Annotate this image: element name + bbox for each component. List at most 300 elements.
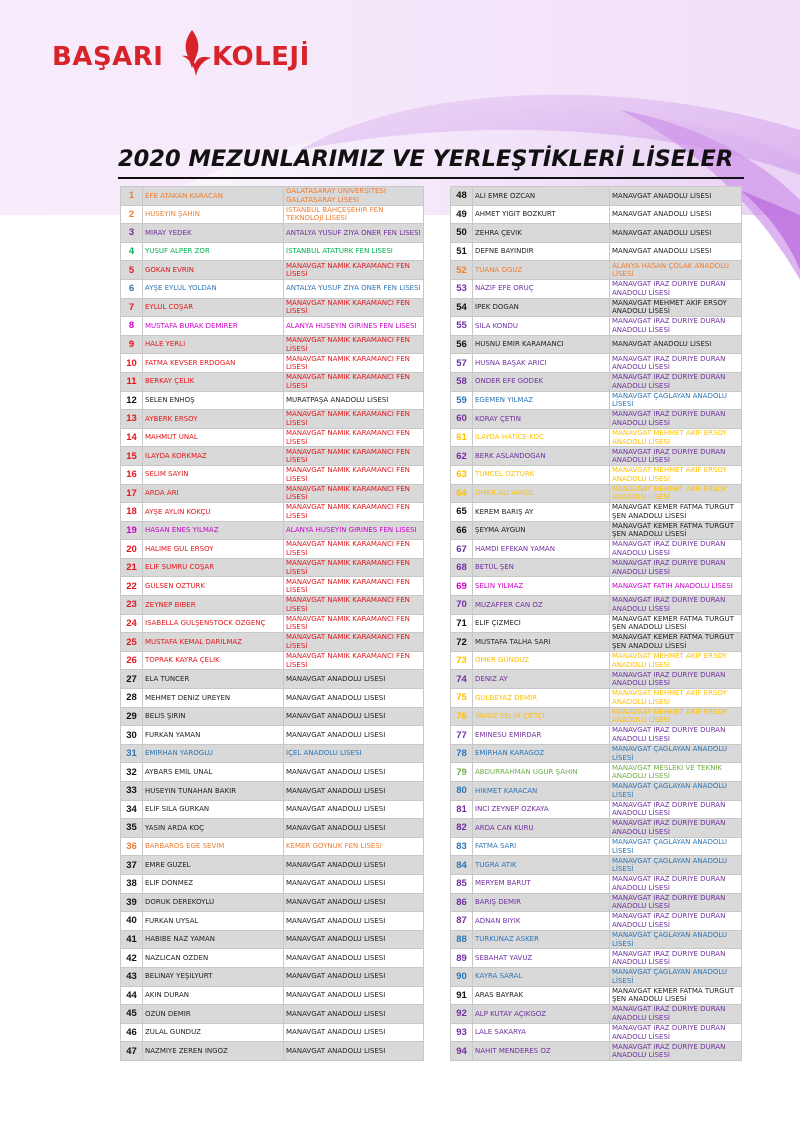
student-name: ZEHRA ÇEVİK — [473, 224, 610, 243]
student-name: EGEMEN YILMAZ — [473, 391, 610, 410]
student-name: HİKMET KARACAN — [473, 782, 610, 801]
row-number: 72 — [451, 633, 473, 652]
table-row — [121, 540, 424, 559]
student-name: EMRE GÜZEL — [143, 856, 284, 875]
student-name: ZÜLAL GÜNDÜZ — [143, 1023, 284, 1042]
school-name: MANAVGAT MEHMET AKİF ERSOY ANADOLU LİSESİ — [610, 484, 742, 503]
student-name: ABDURRAHMAN UĞUR ŞAHİN — [473, 763, 610, 782]
table-row — [451, 1023, 742, 1042]
school-name: MANAVGAT ANADOLU LİSESİ — [284, 819, 424, 838]
table-row — [121, 596, 424, 615]
table-row — [121, 930, 424, 949]
table-row — [451, 782, 742, 801]
title-underline — [118, 177, 744, 179]
table-row — [121, 187, 424, 206]
row-number: 56 — [451, 335, 473, 354]
school-name: MANAVGAT NAMIK KARAMANCI FEN LİSESİ — [284, 410, 424, 429]
school-name: MANAVGAT ANADOLU LİSESİ — [284, 726, 424, 745]
table-row — [121, 633, 424, 652]
school-name: MANAVGAT IRAZ DÜRİYE DURAN ANADOLU LİSESİ — [610, 893, 742, 912]
school-name: MANAVGAT IRAZ DÜRİYE DURAN ANADOLU LİSESİ — [610, 447, 742, 466]
student-name: İPEK DOĞAN — [473, 298, 610, 317]
student-name: EMİRHAN YAROĞLU — [143, 744, 284, 763]
school-name: MANAVGAT IRAZ DÜRİYE DURAN ANADOLU LİSESİ — [610, 1005, 742, 1024]
student-name: LALE SAKARYA — [473, 1023, 610, 1042]
row-number: 39 — [121, 893, 143, 912]
row-number: 22 — [121, 577, 143, 596]
student-name: HAMDİ EFEKAN YAMAN — [473, 540, 610, 559]
row-number: 27 — [121, 670, 143, 689]
school-name: ANTALYA YUSUF ZİYA ÖNER FEN LİSESİ — [284, 279, 424, 298]
school-name: MANAVGAT ÇAĞLAYAN ANADOLU LİSESİ — [610, 782, 742, 801]
row-number: 18 — [121, 503, 143, 522]
school-name: MANAVGAT IRAZ DÜRİYE DURAN ANADOLU LİSESİ — [610, 317, 742, 336]
row-number: 53 — [451, 279, 473, 298]
row-number: 31 — [121, 744, 143, 763]
student-name: DORUK DEREKÖYLÜ — [143, 893, 284, 912]
table-row — [121, 521, 424, 540]
school-name: MANAVGAT ANADOLU LİSESİ — [284, 763, 424, 782]
table-row — [121, 335, 424, 354]
student-name: HÜSNÜ EMİR KARAMANCI — [473, 335, 610, 354]
school-name: MANAVGAT IRAZ DÜRİYE DURAN ANADOLU LİSESİ — [610, 800, 742, 819]
student-name: FURKAN UYSAL — [143, 912, 284, 931]
school-name: ALANYA HASAN ÇOLAK ANADOLU LİSESİ — [610, 261, 742, 280]
student-name: SELİM SAYIN — [143, 465, 284, 484]
row-number: 74 — [451, 670, 473, 689]
school-name: MANAVGAT ANADOLU LİSESİ — [284, 912, 424, 931]
row-number: 26 — [121, 651, 143, 670]
table-row — [451, 391, 742, 410]
student-name: TUNCEL ÖZTÜRK — [473, 465, 610, 484]
table-row — [451, 651, 742, 670]
row-number: 68 — [451, 558, 473, 577]
logo-text-left: BAŞARI — [52, 42, 164, 72]
school-name: MANAVGAT ANADOLU LİSESİ — [284, 930, 424, 949]
table-row — [121, 465, 424, 484]
table-row — [451, 465, 742, 484]
school-name: MANAVGAT NAMIK KARAMANCI FEN LİSESİ — [284, 651, 424, 670]
table-row — [121, 242, 424, 261]
row-number: 91 — [451, 986, 473, 1005]
row-number: 83 — [451, 837, 473, 856]
school-name: MANAVGAT IRAZ DÜRİYE DURAN ANADOLU LİSESİ — [610, 819, 742, 838]
table-row — [121, 484, 424, 503]
row-number: 92 — [451, 1005, 473, 1024]
student-name: HASAN ENES YILMAZ — [143, 521, 284, 540]
school-name: MANAVGAT NAMIK KARAMANCI FEN LİSESİ — [284, 447, 424, 466]
table-row — [121, 949, 424, 968]
table-row — [451, 558, 742, 577]
graduates-table-right — [450, 186, 742, 1061]
row-number: 94 — [451, 1042, 473, 1061]
row-number: 84 — [451, 856, 473, 875]
student-name: KEREM BARIŞ AY — [473, 503, 610, 522]
school-name: MANAVGAT ANADOLU LİSESİ — [284, 949, 424, 968]
student-name: MUZAFFER CAN ÖZ — [473, 596, 610, 615]
student-name: AYBARS EMİL ÜNAL — [143, 763, 284, 782]
table-row — [451, 837, 742, 856]
row-number: 75 — [451, 689, 473, 708]
school-name: MANAVGAT IRAZ DÜRİYE DURAN ANADOLU LİSESİ — [610, 596, 742, 615]
student-name: GÖKAN EVRİN — [143, 261, 284, 280]
table-row — [121, 410, 424, 429]
row-number: 23 — [121, 596, 143, 615]
table-row — [451, 335, 742, 354]
school-name: MANAVGAT NAMIK KARAMANCI FEN LİSESİ — [284, 354, 424, 373]
logo-emblem-icon — [178, 28, 212, 80]
row-number: 41 — [121, 930, 143, 949]
table-row — [451, 763, 742, 782]
row-number: 90 — [451, 967, 473, 986]
school-name: İSTANBUL ATATÜRK FEN LİSESİ — [284, 242, 424, 261]
table-row — [451, 596, 742, 615]
row-number: 70 — [451, 596, 473, 615]
student-name: DEFNE BAYINDIR — [473, 242, 610, 261]
table-row — [121, 893, 424, 912]
graduates-table-left — [120, 186, 424, 1061]
row-number: 2 — [121, 205, 143, 224]
student-name: HABİBE NAZ YAMAN — [143, 930, 284, 949]
table-row — [121, 837, 424, 856]
school-name: MANAVGAT ANADOLU LİSESİ — [610, 205, 742, 224]
student-name: AYŞE AYLİN KÖKÇÜ — [143, 503, 284, 522]
row-number: 69 — [451, 577, 473, 596]
student-name: AKIN DURAN — [143, 986, 284, 1005]
student-name: BERKAY ÇELİK — [143, 372, 284, 391]
student-name: ZEYNEP BİBER — [143, 596, 284, 615]
row-number: 79 — [451, 763, 473, 782]
table-row — [121, 1042, 424, 1061]
student-name: NAZMİYE ZEREN İNGÖZ — [143, 1042, 284, 1061]
student-name: ŞEYMA AYGÜN — [473, 521, 610, 540]
table-row — [451, 242, 742, 261]
school-name: MANAVGAT NAMIK KARAMANCI FEN LİSESİ — [284, 503, 424, 522]
row-number: 81 — [451, 800, 473, 819]
row-number: 1 — [121, 187, 143, 206]
row-number: 11 — [121, 372, 143, 391]
table-row — [121, 354, 424, 373]
school-name: ALANYA HÜSEYİN GİRİNES FEN LİSESİ — [284, 317, 424, 336]
row-number: 86 — [451, 893, 473, 912]
student-name: ALP KUTAY AÇIKGÖZ — [473, 1005, 610, 1024]
student-name: TÜRKÜNAZ ASKER — [473, 930, 610, 949]
row-number: 28 — [121, 689, 143, 708]
row-number: 25 — [121, 633, 143, 652]
row-number: 76 — [451, 707, 473, 726]
table-row — [121, 577, 424, 596]
table-row — [121, 298, 424, 317]
student-name: YASİN ARDA KOÇ — [143, 819, 284, 838]
student-name: ALİ EMRE ÖZCAN — [473, 187, 610, 206]
table-row — [451, 614, 742, 633]
table-row — [451, 484, 742, 503]
school-name: MANAVGAT IRAZ DÜRİYE DURAN ANADOLU LİSESİ — [610, 1042, 742, 1061]
student-name: EMİRHAN KARAGÖZ — [473, 744, 610, 763]
row-number: 30 — [121, 726, 143, 745]
row-number: 34 — [121, 800, 143, 819]
row-number: 61 — [451, 428, 473, 447]
student-name: MERYEM BARUT — [473, 874, 610, 893]
student-name: AYBERK ERSOY — [143, 410, 284, 429]
student-name: YUSUF ALPER ZOR — [143, 242, 284, 261]
school-name: MANAVGAT IRAZ DÜRİYE DURAN ANADOLU LİSESİ — [610, 874, 742, 893]
table-row — [121, 819, 424, 838]
row-number: 58 — [451, 372, 473, 391]
school-name: MANAVGAT ANADOLU LİSESİ — [284, 1042, 424, 1061]
table-row — [451, 261, 742, 280]
row-number: 82 — [451, 819, 473, 838]
student-name: SELEN ENHOŞ — [143, 391, 284, 410]
school-name: MANAVGAT FATİH ANADOLU LİSESİ — [610, 577, 742, 596]
student-name: HALİME GÜL ERSOY — [143, 540, 284, 559]
school-name: MANAVGAT MEHMET AKİF ERSOY ANADOLU LİSESİ — [610, 707, 742, 726]
school-name: MANAVGAT IRAZ DÜRİYE DURAN ANADOLU LİSESİ — [610, 726, 742, 745]
student-name: HALE YERLİ — [143, 335, 284, 354]
student-name: SELİN YILMAZ — [473, 577, 610, 596]
row-number: 67 — [451, 540, 473, 559]
table-row — [451, 447, 742, 466]
row-number: 93 — [451, 1023, 473, 1042]
school-name: MANAVGAT IRAZ DÜRİYE DURAN ANADOLU LİSESİ — [610, 670, 742, 689]
row-number: 40 — [121, 912, 143, 931]
school-name: MANAVGAT ANADOLU LİSESİ — [284, 874, 424, 893]
school-name: MANAVGAT MEHMET AKİF ERSOY ANADOLU LİSESİ — [610, 465, 742, 484]
row-number: 89 — [451, 949, 473, 968]
school-name: MANAVGAT ÇAĞLAYAN ANADOLU LİSESİ — [610, 930, 742, 949]
school-name: MANAVGAT IRAZ DÜRİYE DURAN ANADOLU LİSESİ — [610, 279, 742, 298]
row-number: 88 — [451, 930, 473, 949]
row-number: 57 — [451, 354, 473, 373]
student-name: AYŞE EYLÜL YOLDAN — [143, 279, 284, 298]
table-row — [121, 874, 424, 893]
student-name: ELİF ÇİZMECİ — [473, 614, 610, 633]
table-row — [451, 670, 742, 689]
table-row — [121, 967, 424, 986]
table-row — [121, 391, 424, 410]
school-name: MANAVGAT ÇAĞLAYAN ANADOLU LİSESİ — [610, 837, 742, 856]
school-name: MANAVGAT IRAZ DÜRİYE DURAN ANADOLU LİSESİ — [610, 410, 742, 429]
row-number: 54 — [451, 298, 473, 317]
table-row — [451, 726, 742, 745]
student-name: HÜSEYİN ŞAHİN — [143, 205, 284, 224]
table-row — [451, 317, 742, 336]
table-row — [451, 1005, 742, 1024]
table-row — [451, 949, 742, 968]
student-name: ÖMER ALİ VAROL — [473, 484, 610, 503]
row-number: 32 — [121, 763, 143, 782]
student-name: FATMA KEVSER ERDOĞAN — [143, 354, 284, 373]
student-name: KORAY ÇETİN — [473, 410, 610, 429]
table-row — [451, 930, 742, 949]
row-number: 9 — [121, 335, 143, 354]
school-name: MANAVGAT ANADOLU LİSESİ — [610, 242, 742, 261]
student-name: NAZİF EFE ORUÇ — [473, 279, 610, 298]
student-name: BERK ASLANDOĞAN — [473, 447, 610, 466]
student-name: MEHMET DENİZ ÜREYEN — [143, 689, 284, 708]
table-row — [121, 224, 424, 243]
school-name: MANAVGAT MEHMET AKİF ERSOY ANADOLU LİSESİ — [610, 298, 742, 317]
school-name: MANAVGAT NAMIK KARAMANCI FEN LİSESİ — [284, 261, 424, 280]
student-name: BARBAROS EGE SEVİM — [143, 837, 284, 856]
row-number: 5 — [121, 261, 143, 280]
row-number: 12 — [121, 391, 143, 410]
table-row — [451, 298, 742, 317]
row-number: 10 — [121, 354, 143, 373]
row-number: 62 — [451, 447, 473, 466]
school-name: MANAVGAT MEHMET AKİF ERSOY ANADOLU LİSESİ — [610, 428, 742, 447]
school-name: MANAVGAT MEHMET AKİF ERSOY ANADOLU LİSESİ — [610, 651, 742, 670]
row-number: 36 — [121, 837, 143, 856]
table-row — [121, 1005, 424, 1024]
school-name: MANAVGAT KEMER FATMA TURGUT ŞEN ANADOLU LİSESİ — [610, 614, 742, 633]
school-name: MANAVGAT NAMIK KARAMANCI FEN LİSESİ — [284, 484, 424, 503]
student-name: ELİF DÖNMEZ — [143, 874, 284, 893]
table-row — [121, 986, 424, 1005]
table-row — [121, 503, 424, 522]
student-name: EYLÜL COŞAR — [143, 298, 284, 317]
table-row — [121, 763, 424, 782]
table-row — [121, 372, 424, 391]
row-number: 17 — [121, 484, 143, 503]
school-name: MANAVGAT ÇAĞLAYAN ANADOLU LİSESİ — [610, 967, 742, 986]
school-name: MANAVGAT ANADOLU LİSESİ — [610, 224, 742, 243]
student-name: FURKAN YAMAN — [143, 726, 284, 745]
table-row — [451, 372, 742, 391]
table-row — [121, 1023, 424, 1042]
row-number: 8 — [121, 317, 143, 336]
school-name: MANAVGAT ANADOLU LİSESİ — [284, 1005, 424, 1024]
school-name: MANAVGAT ANADOLU LİSESİ — [284, 986, 424, 1005]
row-number: 52 — [451, 261, 473, 280]
table-row — [451, 187, 742, 206]
student-name: ADNAN BIYIK — [473, 912, 610, 931]
student-name: AHMET YİĞİT BOZKURT — [473, 205, 610, 224]
table-row — [451, 354, 742, 373]
school-name: MANAVGAT NAMIK KARAMANCI FEN LİSESİ — [284, 633, 424, 652]
table-row — [121, 279, 424, 298]
row-number: 3 — [121, 224, 143, 243]
row-number: 42 — [121, 949, 143, 968]
table-row — [451, 856, 742, 875]
student-name: MUSTAFA BURAK DEMİRER — [143, 317, 284, 336]
table-row — [121, 205, 424, 224]
row-number: 47 — [121, 1042, 143, 1061]
table-row — [451, 874, 742, 893]
table-row — [121, 651, 424, 670]
row-number: 49 — [451, 205, 473, 224]
student-name: HÜSNA BAŞAK ARICI — [473, 354, 610, 373]
school-name: İÇEL ANADOLU LİSESİ — [284, 744, 424, 763]
student-name: HÜSEYİN TUNAHAN BAKIR — [143, 782, 284, 801]
student-name: FATMA SARI — [473, 837, 610, 856]
student-name: DENİZ AY — [473, 670, 610, 689]
row-number: 44 — [121, 986, 143, 1005]
school-name: MANAVGAT KEMER FATMA TURGUT ŞEN ANADOLU LİSESİ — [610, 503, 742, 522]
student-name: EFE ATAKAN KARACAN — [143, 187, 284, 206]
student-name: BETÜL ŞEN — [473, 558, 610, 577]
row-number: 21 — [121, 558, 143, 577]
table-row — [121, 558, 424, 577]
school-name: MANAVGAT IRAZ DÜRİYE DURAN ANADOLU LİSESİ — [610, 354, 742, 373]
row-number: 51 — [451, 242, 473, 261]
student-name: ARAS BAYRAK — [473, 986, 610, 1005]
table-row — [121, 782, 424, 801]
school-name: MANAVGAT IRAZ DÜRİYE DURAN ANADOLU LİSESİ — [610, 912, 742, 931]
table-row — [121, 317, 424, 336]
table-row — [121, 447, 424, 466]
table-row — [121, 428, 424, 447]
row-number: 85 — [451, 874, 473, 893]
table-row — [121, 912, 424, 931]
table-row — [451, 986, 742, 1005]
school-name: ALANYA HÜSEYİN GİRİNES FEN LİSESİ — [284, 521, 424, 540]
school-name: MANAVGAT NAMIK KARAMANCI FEN LİSESİ — [284, 428, 424, 447]
table-row — [451, 633, 742, 652]
school-name: MANAVGAT MESLEKİ VE TEKNİK ANADOLU LİSESİ — [610, 763, 742, 782]
student-name: MUSTAFA KEMAL DARILMAZ — [143, 633, 284, 652]
table-row — [121, 689, 424, 708]
school-name: MANAVGAT NAMIK KARAMANCI FEN LİSESİ — [284, 372, 424, 391]
row-number: 55 — [451, 317, 473, 336]
student-name: ÖZÜN DEMİR — [143, 1005, 284, 1024]
student-name: ELİF SUMRU COŞAR — [143, 558, 284, 577]
table-row — [451, 279, 742, 298]
student-name: MAHMUT ÜNAL — [143, 428, 284, 447]
row-number: 7 — [121, 298, 143, 317]
student-name: TOPRAK KAYRA ÇELİK — [143, 651, 284, 670]
table-row — [451, 707, 742, 726]
table-row — [451, 428, 742, 447]
school-name: MANAVGAT ANADOLU LİSESİ — [284, 1023, 424, 1042]
school-name: MANAVGAT ANADOLU LİSESİ — [284, 689, 424, 708]
student-name: İLAYDA KORKMAZ — [143, 447, 284, 466]
row-number: 77 — [451, 726, 473, 745]
school-name: MANAVGAT ÇAĞLAYAN ANADOLU LİSESİ — [610, 856, 742, 875]
school-name: ANTALYA YUSUF ZİYA ÖNER FEN LİSESİ — [284, 224, 424, 243]
student-name: EMİNESU EMİRDAR — [473, 726, 610, 745]
row-number: 15 — [121, 447, 143, 466]
school-name: MANAVGAT ANADOLU LİSESİ — [610, 187, 742, 206]
row-number: 4 — [121, 242, 143, 261]
school-name: MANAVGAT MEHMET AKİF ERSOY ANADOLU LİSESİ — [610, 689, 742, 708]
row-number: 71 — [451, 614, 473, 633]
school-name: MANAVGAT ANADOLU LİSESİ — [284, 967, 424, 986]
row-number: 45 — [121, 1005, 143, 1024]
row-number: 29 — [121, 707, 143, 726]
table-row — [121, 744, 424, 763]
school-name: MANAVGAT ANADOLU LİSESİ — [284, 800, 424, 819]
row-number: 64 — [451, 484, 473, 503]
row-number: 24 — [121, 614, 143, 633]
school-name: MANAVGAT IRAZ DÜRİYE DURAN ANADOLU LİSESİ — [610, 1023, 742, 1042]
student-name: BARIŞ DEMİR — [473, 893, 610, 912]
student-name: ELA TUNCER — [143, 670, 284, 689]
table-row — [451, 503, 742, 522]
school-name: MANAVGAT KEMER FATMA TURGUT ŞEN ANADOLU LİSESİ — [610, 633, 742, 652]
school-name: MANAVGAT NAMIK KARAMANCI FEN LİSESİ — [284, 540, 424, 559]
school-name: MANAVGAT KEMER FATMA TURGUT ŞEN ANADOLU LİSESİ — [610, 521, 742, 540]
school-name: MANAVGAT IRAZ DÜRİYE DURAN ANADOLU LİSESİ — [610, 558, 742, 577]
row-number: 37 — [121, 856, 143, 875]
row-number: 16 — [121, 465, 143, 484]
student-name: ARDA CAN KURU — [473, 819, 610, 838]
school-name: MANAVGAT ANADOLU LİSESİ — [284, 893, 424, 912]
row-number: 48 — [451, 187, 473, 206]
row-number: 63 — [451, 465, 473, 484]
row-number: 46 — [121, 1023, 143, 1042]
student-name: İNCİ ZEYNEP ÖZKAYA — [473, 800, 610, 819]
